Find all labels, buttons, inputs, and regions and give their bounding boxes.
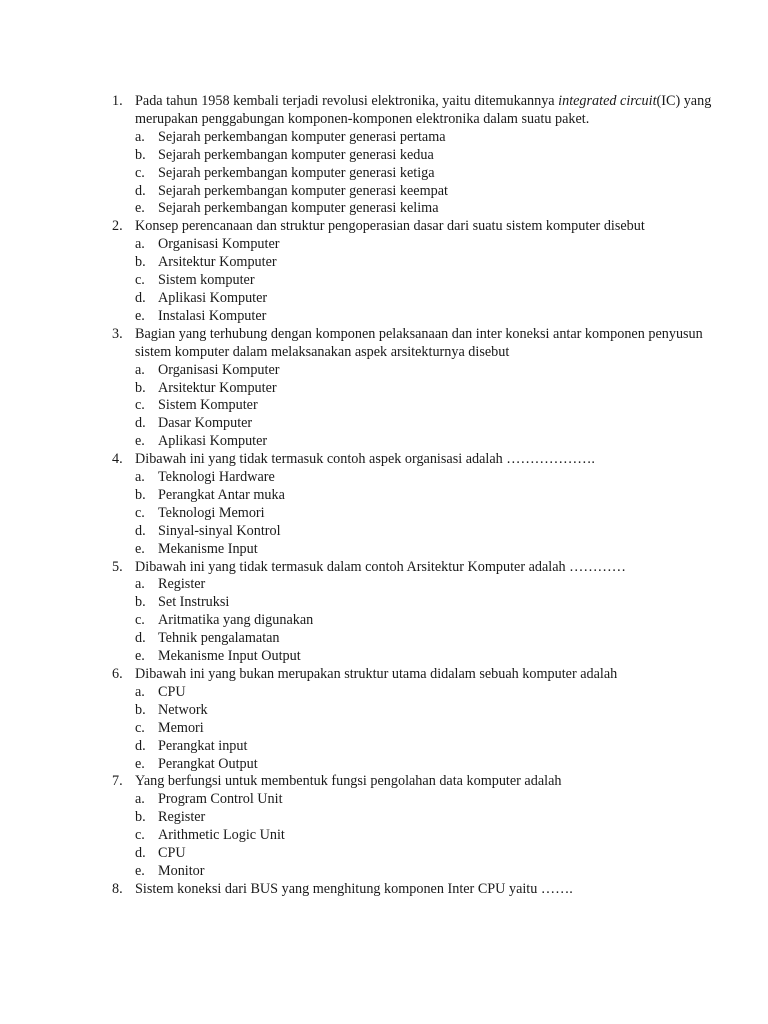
option-item — [135, 487, 712, 505]
option-text: Perangkat Antar muka — [158, 486, 285, 503]
question-text-italic: integrated circuit — [558, 93, 657, 109]
option-text: Arsitektur Komputer — [158, 254, 277, 271]
option-letter: e. — [135, 755, 145, 772]
option-list — [135, 576, 712, 666]
option-list — [135, 362, 712, 452]
option-letter: c. — [135, 504, 145, 521]
question-number: 1. — [112, 93, 123, 109]
option-text: Sinyal-sinyal Kontrol — [158, 522, 281, 539]
option-text: Network — [158, 701, 208, 718]
question-item — [112, 218, 712, 325]
option-letter: b. — [135, 809, 146, 826]
option-item — [135, 845, 712, 863]
option-letter: d. — [135, 415, 146, 432]
question-item — [112, 451, 712, 558]
option-letter: b. — [135, 701, 146, 718]
option-letter: c. — [135, 827, 145, 844]
option-item — [135, 254, 712, 272]
question-text — [135, 326, 712, 362]
option-letter: e. — [135, 307, 145, 324]
option-item — [135, 863, 712, 881]
question-text-part: Dibawah ini yang bukan merupakan struktur utama didalam sebuah komputer adalah — [135, 666, 618, 682]
option-item — [135, 362, 712, 380]
question-text-part: Dibawah ini yang tidak termasuk contoh aspek organisasi adalah ………………. — [135, 451, 595, 468]
question-number: 6. — [112, 666, 123, 682]
option-item — [135, 308, 712, 326]
option-item — [135, 236, 712, 254]
option-text: Aplikasi Komputer — [158, 289, 268, 306]
option-letter: d. — [135, 737, 146, 754]
option-letter: c. — [135, 164, 145, 181]
option-item — [135, 397, 712, 415]
option-text: Mekanisme Input — [158, 540, 258, 557]
option-text: Organisasi Komputer — [158, 236, 280, 253]
option-text: Program Control Unit — [158, 791, 283, 808]
question-text-part: Sistem koneksi dari BUS yang menghitung komponen Inter CPU yaitu ……. — [135, 880, 573, 897]
option-letter: a. — [135, 576, 145, 593]
option-item — [135, 630, 712, 648]
question-number: 8. — [112, 880, 123, 897]
question-text-part: Yang berfungsi untuk membentuk fungsi pengolahan data komputer adalah — [135, 773, 562, 790]
option-text: CPU — [158, 683, 186, 700]
option-letter: a. — [135, 361, 145, 378]
option-text: Sejarah perkembangan komputer generasi ketiga — [158, 164, 435, 181]
option-text: CPU — [158, 845, 186, 862]
option-letter: b. — [135, 254, 146, 271]
option-letter: d. — [135, 630, 146, 647]
option-text: Instalasi Komputer — [158, 307, 267, 324]
option-letter: d. — [135, 845, 146, 862]
option-item — [135, 129, 712, 147]
option-item — [135, 576, 712, 594]
option-text: Memori — [158, 719, 204, 736]
question-text-part: Konsep perencanaan dan struktur pengoperasian dasar dari suatu sistem komputer disebut — [135, 218, 645, 235]
option-letter: b. — [135, 379, 146, 396]
question-text — [135, 93, 712, 129]
question-list — [112, 93, 712, 899]
option-item — [135, 648, 712, 666]
option-text: Sejarah perkembangan komputer generasi kedua — [158, 146, 434, 163]
option-letter: a. — [135, 791, 145, 808]
option-letter: e. — [135, 433, 145, 450]
question-number: 2. — [112, 218, 123, 235]
option-letter: b. — [135, 146, 146, 163]
option-text: Sejarah perkembangan komputer generasi kelima — [158, 200, 439, 217]
question-item — [112, 559, 712, 666]
option-item — [135, 290, 712, 308]
option-letter: c. — [135, 397, 145, 414]
option-letter: e. — [135, 200, 145, 217]
option-item — [135, 380, 712, 398]
option-list — [135, 791, 712, 881]
option-letter: b. — [135, 486, 146, 503]
option-list — [135, 129, 712, 219]
option-letter: d. — [135, 289, 146, 306]
question-number: 3. — [112, 325, 123, 342]
question-text-part: Pada tahun 1958 kembali terjadi revolusi elektronika, yaitu ditemukannya — [135, 93, 559, 109]
question-text — [135, 451, 712, 469]
question-item — [112, 881, 712, 899]
option-text: Teknologi Memori — [158, 504, 265, 521]
option-letter: c. — [135, 719, 145, 736]
option-item — [135, 433, 712, 451]
option-item — [135, 594, 712, 612]
option-item — [135, 165, 712, 183]
option-item — [135, 791, 712, 809]
option-item — [135, 505, 712, 523]
option-text: Register — [158, 576, 206, 593]
option-item — [135, 541, 712, 559]
option-text: Aritmatika yang digunakan — [158, 612, 314, 629]
question-text — [135, 773, 712, 791]
option-item — [135, 684, 712, 702]
option-text: Sistem Komputer — [158, 397, 258, 414]
option-letter: a. — [135, 469, 145, 486]
option-text: Perangkat input — [158, 737, 248, 754]
option-letter: e. — [135, 648, 145, 665]
option-letter: c. — [135, 612, 145, 629]
question-text-part: Bagian yang terhubung dengan komponen pelaksanaan dan inter koneksi antar komponen penyusun sistem komputer dalam melaksanakan aspek arsitekturnya disebut — [135, 325, 703, 360]
option-text: Arsitektur Komputer — [158, 379, 277, 396]
option-text: Sejarah perkembangan komputer generasi pertama — [158, 128, 446, 145]
option-text: Set Instruksi — [158, 594, 230, 611]
question-number: 7. — [112, 773, 123, 790]
option-letter: e. — [135, 540, 145, 557]
option-letter: c. — [135, 272, 145, 289]
option-item — [135, 702, 712, 720]
option-text: Dasar Komputer — [158, 415, 253, 432]
option-item — [135, 720, 712, 738]
question-number: 4. — [112, 451, 123, 468]
option-item — [135, 738, 712, 756]
question-number: 5. — [112, 558, 123, 575]
option-letter: d. — [135, 182, 146, 199]
question-text — [135, 559, 712, 577]
option-text: Register — [158, 809, 206, 826]
option-text: Sejarah perkembangan komputer generasi keempat — [158, 182, 448, 199]
question-text-part: (IC) yang merupakan penggabungan komponen-komponen elektronika dalam suatu paket. — [135, 93, 712, 127]
option-list — [135, 684, 712, 774]
option-list — [135, 236, 712, 326]
option-item — [135, 469, 712, 487]
question-item — [112, 666, 712, 773]
option-text: Tehnik pengalamatan — [158, 630, 280, 647]
option-item — [135, 200, 712, 218]
option-text: Monitor — [158, 862, 205, 879]
option-item — [135, 809, 712, 827]
option-letter: a. — [135, 683, 145, 700]
option-item — [135, 147, 712, 165]
question-text — [135, 218, 712, 236]
option-item — [135, 415, 712, 433]
option-letter: e. — [135, 862, 145, 879]
option-text: Sistem komputer — [158, 272, 255, 289]
question-text — [135, 881, 712, 899]
option-letter: d. — [135, 522, 146, 539]
option-item — [135, 827, 712, 845]
question-item — [112, 773, 712, 880]
question-text-part: Dibawah ini yang tidak termasuk dalam contoh Arsitektur Komputer adalah ………… — [135, 558, 626, 575]
question-item — [112, 93, 712, 218]
option-list — [135, 469, 712, 559]
option-text: Teknologi Hardware — [158, 469, 275, 486]
option-letter: a. — [135, 128, 145, 145]
option-text: Aplikasi Komputer — [158, 433, 268, 450]
option-text: Mekanisme Input Output — [158, 648, 301, 665]
question-item — [112, 326, 712, 451]
option-item — [135, 612, 712, 630]
option-text: Perangkat Output — [158, 755, 258, 772]
question-text — [135, 666, 712, 684]
option-item — [135, 272, 712, 290]
option-item — [135, 183, 712, 201]
option-item — [135, 523, 712, 541]
option-letter: b. — [135, 594, 146, 611]
option-text: Organisasi Komputer — [158, 361, 280, 378]
option-item — [135, 756, 712, 774]
option-letter: a. — [135, 236, 145, 253]
option-text: Arithmetic Logic Unit — [158, 827, 285, 844]
